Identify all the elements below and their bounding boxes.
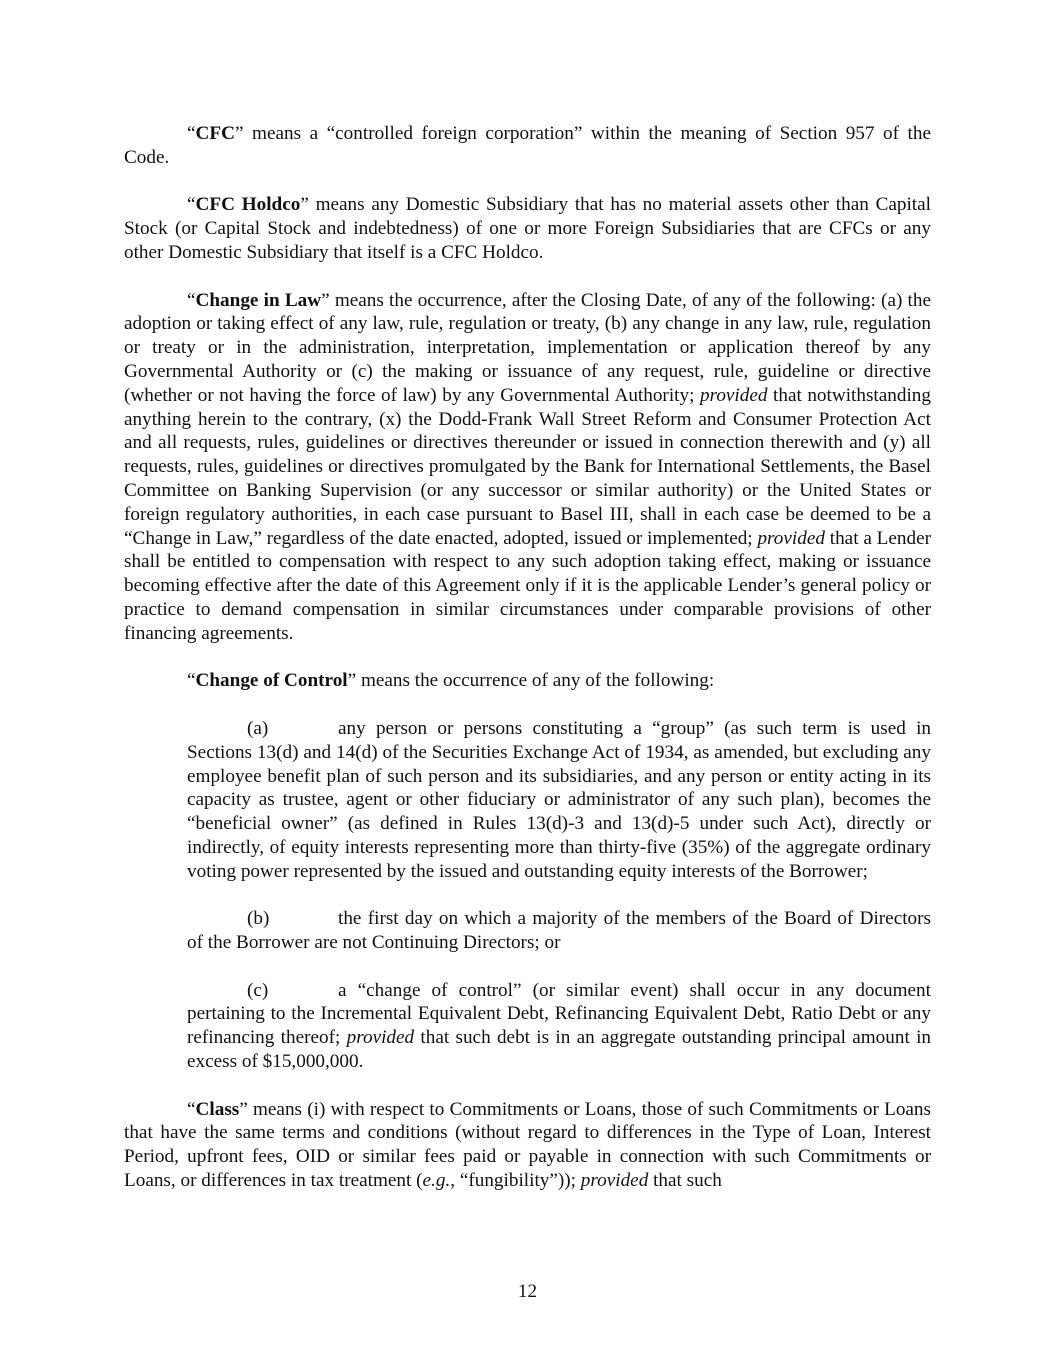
body-text: the first day on which a majority of the members of the Board of Directors of the Borrower are not Continuing Directors; or — [187, 908, 931, 954]
body-text: any person or persons constituting a “group” (as such term is used in Sections 13(d) and 14(d) of the Securities Exchange Act of 1934, as amended, but excluding any employee benefit plan of such person and its subsidiaries, and any person or entity acting in its capacity as trustee, agent or other fiduciary or administrator of any such plan), becomes the “beneficial owner” (as defined in Rules 13(d)-3 and 13(d)-5 under such Act), directly or indirectly, of equity interests representing more than thirty-five (35%) of the aggregate ordinary voting power represented by the issued and outstanding equity interests of the Borrower; — [187, 717, 931, 882]
body-text: that such — [648, 1170, 722, 1192]
body-text: ” means a “controlled foreign corporation” within the meaning of Section 957 of the Code. — [124, 123, 931, 168]
defined-term: Class — [195, 1098, 240, 1120]
defined-term: Change of Control — [195, 670, 348, 692]
body-text: ” means (i) with respect to Commitments or Loans, those of such Commitments or Loans that have the same terms and conditions (without regard to differences in the Type of Loan, Interest Period, upfront fees, OID or similar fees paid or payable in connection with such Commitments or Loans, or differences in tax treatment ( — [124, 1098, 931, 1192]
body-text: a “change of control” (or similar event) shall occur in any document pertaining to the Incremental Equivalent Debt, Refinancing Equivalent Debt, Ratio Debt or any refinancing thereof; — [187, 979, 931, 1049]
body-text: that such debt is in an aggregate outstanding principal amount in excess of $15,000,000. — [187, 1027, 931, 1073]
definition-class — [124, 1098, 931, 1193]
defined-term: Change in Law — [195, 289, 322, 311]
defined-term: CFC Holdco — [195, 194, 301, 216]
body-text: , “fungibility”)); — [450, 1170, 581, 1192]
definition-change-of-control — [124, 669, 931, 693]
change-of-control-item-a — [187, 717, 931, 884]
item-label: (a) — [247, 717, 269, 739]
body-text: “ — [187, 289, 196, 311]
body-text: ” means any Domestic Subsidiary that has no material assets other than Capital Stock (or Capital Stock and indebtedness) of one or more Foreign Subsidiaries that are CFCs or any other Domestic Subsidiary that itself is a CFC Holdco. — [124, 194, 931, 263]
definition-cfc-holdco — [124, 193, 931, 264]
body-text: “ — [187, 670, 196, 692]
body-text: “ — [187, 123, 196, 144]
emphasis-text: e.g. — [422, 1170, 451, 1192]
emphasis-text: provided — [757, 527, 825, 549]
item-label: (b) — [247, 908, 270, 930]
body-text: that a Lender shall be entitled to compensation with respect to any such adoption taking effect, making or issuance becoming effective after the date of this Agreement only if it is the applicable Lender’s general policy or practice to demand compensation in similar circumstances under comparable provisions of other financing agreements. — [124, 527, 931, 644]
document-page — [124, 122, 931, 1217]
body-text: ” means the occurrence of any of the following: — [347, 670, 715, 692]
change-of-control-item-c — [187, 979, 931, 1074]
defined-term: CFC — [195, 123, 235, 144]
body-text: “ — [187, 1098, 196, 1120]
emphasis-text: provided — [346, 1027, 415, 1049]
body-text: ” means the occurrence, after the Closing Date, of any of the following: (a) the adoption or taking effect of any law, rule, regulation or treaty, (b) any change in any law, rule, regulation or treaty or in the administration, interpretation, implementation or application thereof by any Governmental Authority or (c) the making or issuance of any request, rule, guideline or directive (whether or not having the force of law) by any Governmental Authority; — [124, 289, 931, 406]
change-of-control-item-b — [187, 907, 931, 955]
definition-cfc — [124, 122, 931, 170]
item-label: (c) — [247, 979, 269, 1001]
page-number: 12 — [517, 1281, 538, 1302]
emphasis-text: provided — [580, 1170, 649, 1192]
body-text: “ — [187, 194, 196, 216]
emphasis-text: provided — [699, 384, 768, 406]
item-text — [187, 718, 931, 882]
definition-change-in-law — [124, 289, 931, 646]
body-text: that notwithstanding anything herein to the contrary, (x) the Dodd-Frank Wall Street Reform and Consumer Protection Act and all requests, rules, guidelines or directives thereunder or issued in connection therewith and (y) all requests, rules, guidelines or directives promulgated by the Bank for International Settlements, the Basel Committee on Banking Supervision (or any successor or similar authority) or the United States or foreign regulatory authorities, in each case pursuant to Basel III, shall in each case be deemed to be a “Change in Law,” regardless of the date enacted, adopted, issued or implemented; — [124, 384, 931, 549]
